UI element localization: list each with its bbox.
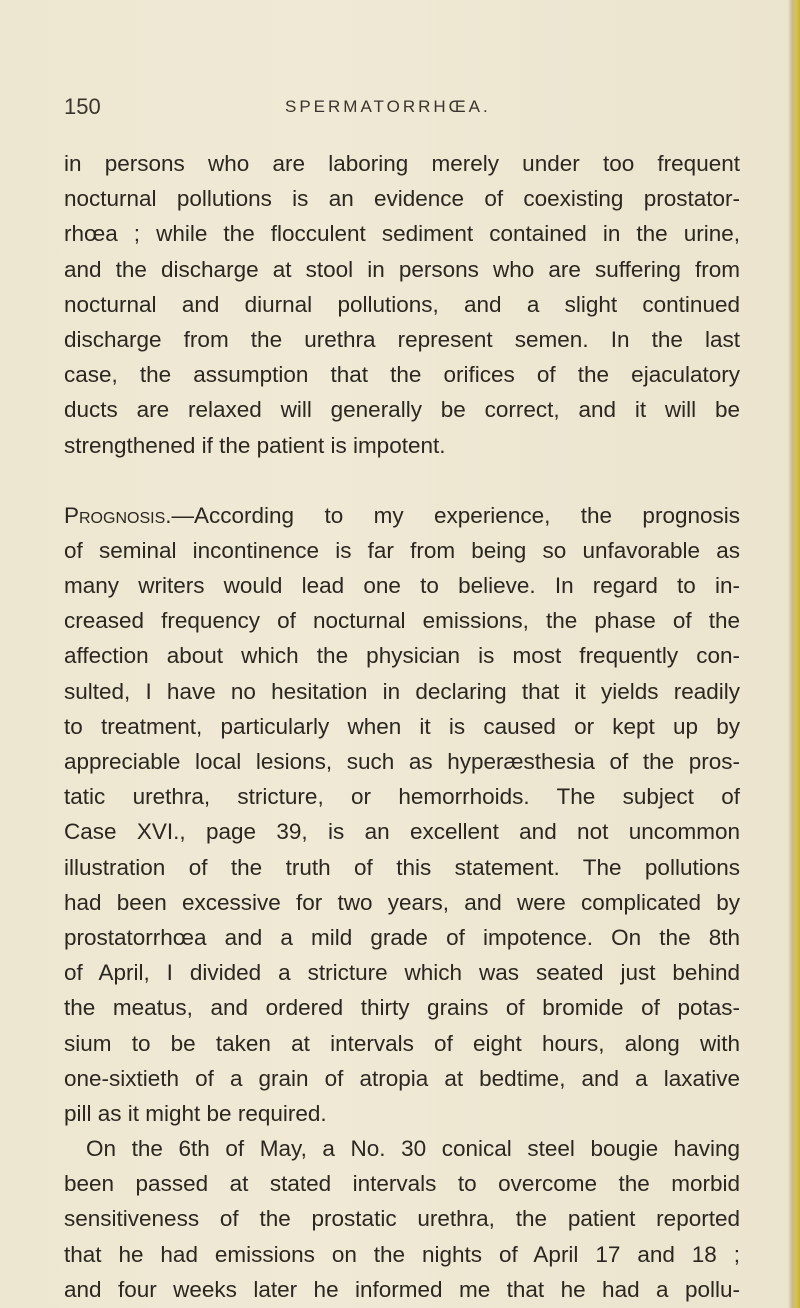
text-line: strengthened if the patient is impotent. (64, 432, 446, 458)
text-line: and the discharge at stool in persons who are suffering from (64, 256, 740, 282)
text-line: of April, I divided a stricture which was seated just behind (64, 960, 740, 986)
text-line: the meatus, and ordered thirty grains of bromide of potas- (64, 995, 740, 1021)
page-edge (788, 0, 800, 1308)
text-line: sium to be taken at intervals of eight hours, along with (64, 1030, 740, 1056)
text-line: and four weeks later he informed me that he had a pollu- (64, 1276, 740, 1302)
text-line: pill as it might be required. (64, 1100, 327, 1126)
text-line: many writers would lead one to believe. In regard to in- (64, 573, 740, 599)
text-line: illustration of the truth of this statement. The pollutions (64, 854, 740, 880)
text-line: sulted, I have no hesitation in declaring that it yields readily (64, 678, 740, 704)
text-line: creased frequency of nocturnal emissions, the phase of the (64, 608, 740, 634)
text-line: case, the assumption that the orifices of the ejaculatory (64, 362, 740, 388)
paragraph-2 (64, 498, 740, 1131)
text-line: affection about which the physician is most frequently con- (64, 643, 740, 669)
text-line: On the 6th of May, a No. 30 conical steel bougie having (86, 1136, 740, 1162)
paragraph-3 (64, 1131, 740, 1307)
text-line: appreciable local lesions, such as hyperæsthesia of the pros- (64, 749, 740, 774)
text-line: tatic urethra, stricture, or hemorrhoids. The subject of (64, 784, 740, 810)
running-head (64, 92, 744, 122)
text-line: to treatment, particularly when it is caused or kept up by (64, 713, 740, 739)
text-line: nocturnal and diurnal pollutions, and a slight continued (64, 291, 740, 317)
text-line: been passed at stated intervals to overcome the morbid (64, 1171, 740, 1197)
text-line: in persons who are laboring merely under too frequent (64, 151, 740, 176)
paragraph-1 (64, 146, 740, 463)
text-line (64, 498, 740, 533)
paragraph-gap (64, 463, 740, 498)
text-line: sensitiveness of the prostatic urethra, the patient reported (64, 1206, 740, 1232)
text-line: Case XVI., page 39, is an excellent and not uncommon (64, 819, 740, 845)
text-line: that he had emissions on the nights of April 17 and 18 ; (64, 1241, 740, 1267)
text-line: of seminal incontinence is far from being so unfavorable as (64, 537, 740, 563)
text-line: rhœa ; while the flocculent sediment contained in the urine, (64, 221, 740, 247)
text-line: prostatorrhœa and a mild grade of impotence. On the 8th (64, 924, 740, 950)
text-line: had been excessive for two years, and were complicated by (64, 889, 740, 915)
page-number: 150 (64, 94, 101, 119)
text-line: ducts are relaxed will generally be correct, and it will be (64, 397, 740, 423)
text-line: nocturnal pollutions is an evidence of coexisting prostator- (64, 186, 740, 212)
section-heading-prognosis: Prognosis. (64, 502, 172, 528)
running-title: SPERMATORRHŒA. (285, 97, 491, 116)
body-text (64, 146, 740, 1307)
text-line: discharge from the urethra represent semen. In the last (64, 326, 740, 352)
heading-line-rest: —According to my experience, the prognosis (171, 502, 740, 528)
text-line: one-sixtieth of a grain of atropia at bedtime, and a laxative (64, 1065, 740, 1091)
